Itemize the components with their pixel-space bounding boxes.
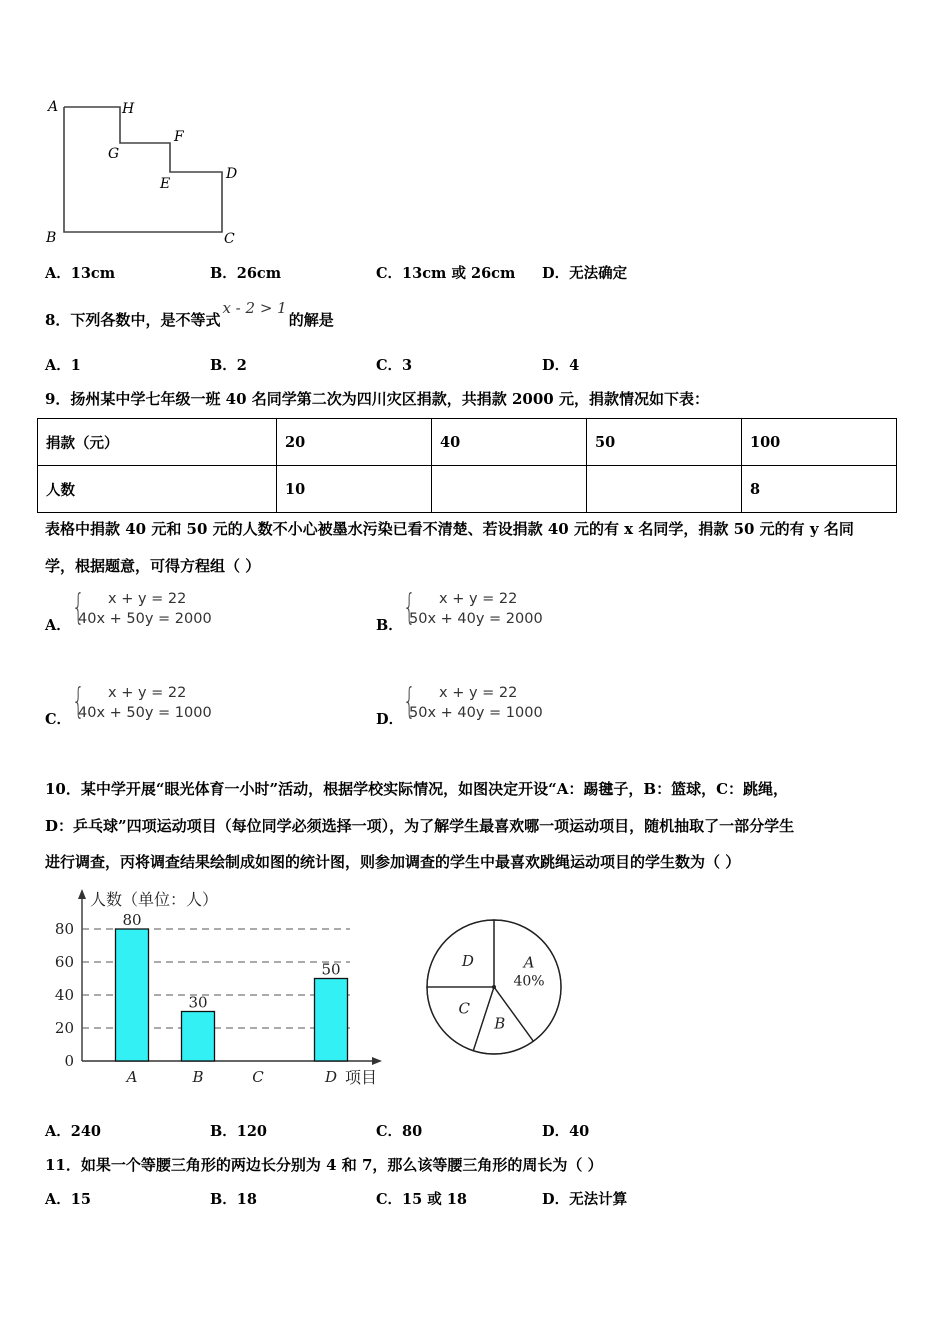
q7-figure bbox=[40, 95, 250, 250]
x-axis-arrow-icon bbox=[372, 1057, 382, 1065]
q7-option-d[interactable]: D．无法确定 bbox=[542, 265, 628, 282]
equation-2: 50x + 40y = 1000 bbox=[409, 705, 543, 721]
y-tick-label: 40 bbox=[54, 986, 74, 1004]
bar-B bbox=[182, 1012, 215, 1062]
q9-stem: 9．扬州某中学七年级一班 40 名同学第二次为四川灾区捐款，共捐款 2000 元，捐款情况如下表： bbox=[45, 390, 709, 408]
q10-option-d[interactable]: D．40 bbox=[542, 1123, 590, 1140]
y-tick-label: 20 bbox=[54, 1019, 74, 1037]
q11-option-d[interactable]: D．无法计算 bbox=[542, 1191, 628, 1208]
pie-label-C: C bbox=[458, 999, 470, 1018]
label-E: E bbox=[160, 176, 171, 192]
pie-center-dot bbox=[492, 985, 496, 989]
table-cell: 8 bbox=[742, 466, 897, 513]
equation-1: x + y = 22 bbox=[108, 591, 187, 607]
q7-option-c[interactable]: C．13cm 或 26cm bbox=[376, 265, 516, 282]
x-tick-label-B: B bbox=[192, 1068, 204, 1086]
q8-stem bbox=[45, 299, 334, 330]
q10-option-b[interactable]: B．120 bbox=[210, 1123, 268, 1140]
q9-option-b[interactable]: B． bbox=[376, 617, 403, 634]
q8-option-c[interactable]: C．3 bbox=[376, 357, 413, 374]
pie-label-B: B bbox=[494, 1014, 506, 1033]
y-tick-label: 0 bbox=[64, 1052, 74, 1070]
table-cell: 100 bbox=[742, 419, 897, 466]
y-tick-label: 80 bbox=[54, 920, 74, 938]
pie-percent-A: 40% bbox=[513, 973, 545, 990]
y-axis-title: 人数（单位：人） bbox=[90, 890, 219, 909]
label-H: H bbox=[122, 101, 135, 117]
data-label-B: 30 bbox=[188, 993, 208, 1012]
q8-inequality: x - 2 > 1 bbox=[222, 299, 287, 317]
q11-option-c[interactable]: C．15 或 18 bbox=[376, 1191, 467, 1208]
q9-text-line1: 表格中捐款 40 元和 50 元的人数不小心被墨水污染已看不清楚、若设捐款 40 元的有 x 名同学，捐款 50 元的有 y 名同 bbox=[45, 520, 854, 538]
donation-table bbox=[37, 418, 897, 513]
label-A: A bbox=[48, 99, 59, 115]
equation-2: 40x + 50y = 2000 bbox=[78, 611, 212, 627]
x-axis-title: 项目 bbox=[345, 1068, 378, 1087]
table-cell: 40 bbox=[432, 419, 587, 466]
q10-line2: D：乒乓球”四项运动项目（每位同学必须选择一项），为了解学生最喜欢哪一项运动项目，随机抽取了一部分学生 bbox=[45, 817, 795, 835]
q10-option-c[interactable]: C．80 bbox=[376, 1123, 423, 1140]
bar-D bbox=[315, 979, 348, 1062]
q9-option-d[interactable]: D． bbox=[376, 711, 404, 728]
q10-line3: 进行调查，丙将调查结果绘制成如图的统计图，则参加调查的学生中最喜欢跳绳运动项目的学生数为（ ） bbox=[45, 853, 741, 871]
q9-text-line2: 学，根据题意，可得方程组（ ） bbox=[45, 557, 261, 575]
equation-1: x + y = 22 bbox=[439, 685, 518, 701]
q11-option-a[interactable]: A．15 bbox=[45, 1191, 91, 1208]
y-tick-label: 60 bbox=[54, 953, 74, 971]
q7-option-b[interactable]: B．26cm bbox=[210, 265, 282, 282]
q8-stem-after: 的解是 bbox=[288, 311, 334, 329]
table-cell: 20 bbox=[277, 419, 432, 466]
table-cell bbox=[587, 466, 742, 513]
brace-icon: { bbox=[72, 587, 85, 628]
y-axis-arrow-icon bbox=[78, 889, 86, 899]
table-row-header bbox=[38, 419, 897, 466]
q11-stem: 11．如果一个等腰三角形的两边长分别为 4 和 7，那么该等腰三角形的周长为（ ） bbox=[45, 1156, 603, 1174]
q8-option-a[interactable]: A．1 bbox=[45, 357, 81, 374]
brace-icon: { bbox=[72, 681, 85, 722]
q8-stem-before: 8．下列各数中，是不等式 bbox=[45, 311, 221, 329]
q9-option-c[interactable]: C． bbox=[45, 711, 72, 728]
brace-icon: { bbox=[403, 681, 416, 722]
label-D: D bbox=[226, 166, 238, 182]
table-row-count bbox=[38, 466, 897, 513]
figure-outline bbox=[64, 107, 222, 232]
table-cell: 10 bbox=[277, 466, 432, 513]
x-tick-label-A: A bbox=[126, 1068, 138, 1086]
q10-line1: 10．某中学开展“眼光体育一小时”活动，根据学校实际情况，如图决定开设“A：踢毽子，B：篮球，C：跳绳， bbox=[45, 780, 789, 798]
bar-A bbox=[116, 929, 149, 1061]
table-cell: 捐款（元） bbox=[38, 419, 277, 466]
label-B: B bbox=[46, 230, 57, 246]
equation-1: x + y = 22 bbox=[439, 591, 518, 607]
q9-option-a[interactable]: A． bbox=[45, 617, 71, 634]
table-cell bbox=[432, 466, 587, 513]
brace-icon: { bbox=[403, 587, 416, 628]
q11-option-b[interactable]: B．18 bbox=[210, 1191, 257, 1208]
q7-option-a[interactable]: A．13cm bbox=[45, 265, 116, 282]
label-F: F bbox=[174, 129, 184, 145]
x-tick-label-C: C bbox=[252, 1068, 264, 1086]
equation-2: 50x + 40y = 2000 bbox=[409, 611, 543, 627]
table-cell: 人数 bbox=[38, 466, 277, 513]
pie-chart bbox=[420, 915, 570, 1060]
pie-label-A: A bbox=[523, 953, 535, 972]
q8-option-d[interactable]: D．4 bbox=[542, 357, 580, 374]
q10-option-a[interactable]: A．240 bbox=[45, 1123, 102, 1140]
equation-2: 40x + 50y = 1000 bbox=[78, 705, 212, 721]
x-tick-label-D: D bbox=[324, 1068, 338, 1086]
pie-label-D: D bbox=[461, 951, 474, 970]
label-G: G bbox=[108, 146, 120, 162]
label-C: C bbox=[224, 231, 235, 247]
bar-chart bbox=[40, 885, 390, 1095]
table-cell: 50 bbox=[587, 419, 742, 466]
data-label-D: 50 bbox=[321, 960, 341, 979]
equation-1: x + y = 22 bbox=[108, 685, 187, 701]
data-label-A: 80 bbox=[122, 911, 142, 929]
q8-option-b[interactable]: B．2 bbox=[210, 357, 247, 374]
